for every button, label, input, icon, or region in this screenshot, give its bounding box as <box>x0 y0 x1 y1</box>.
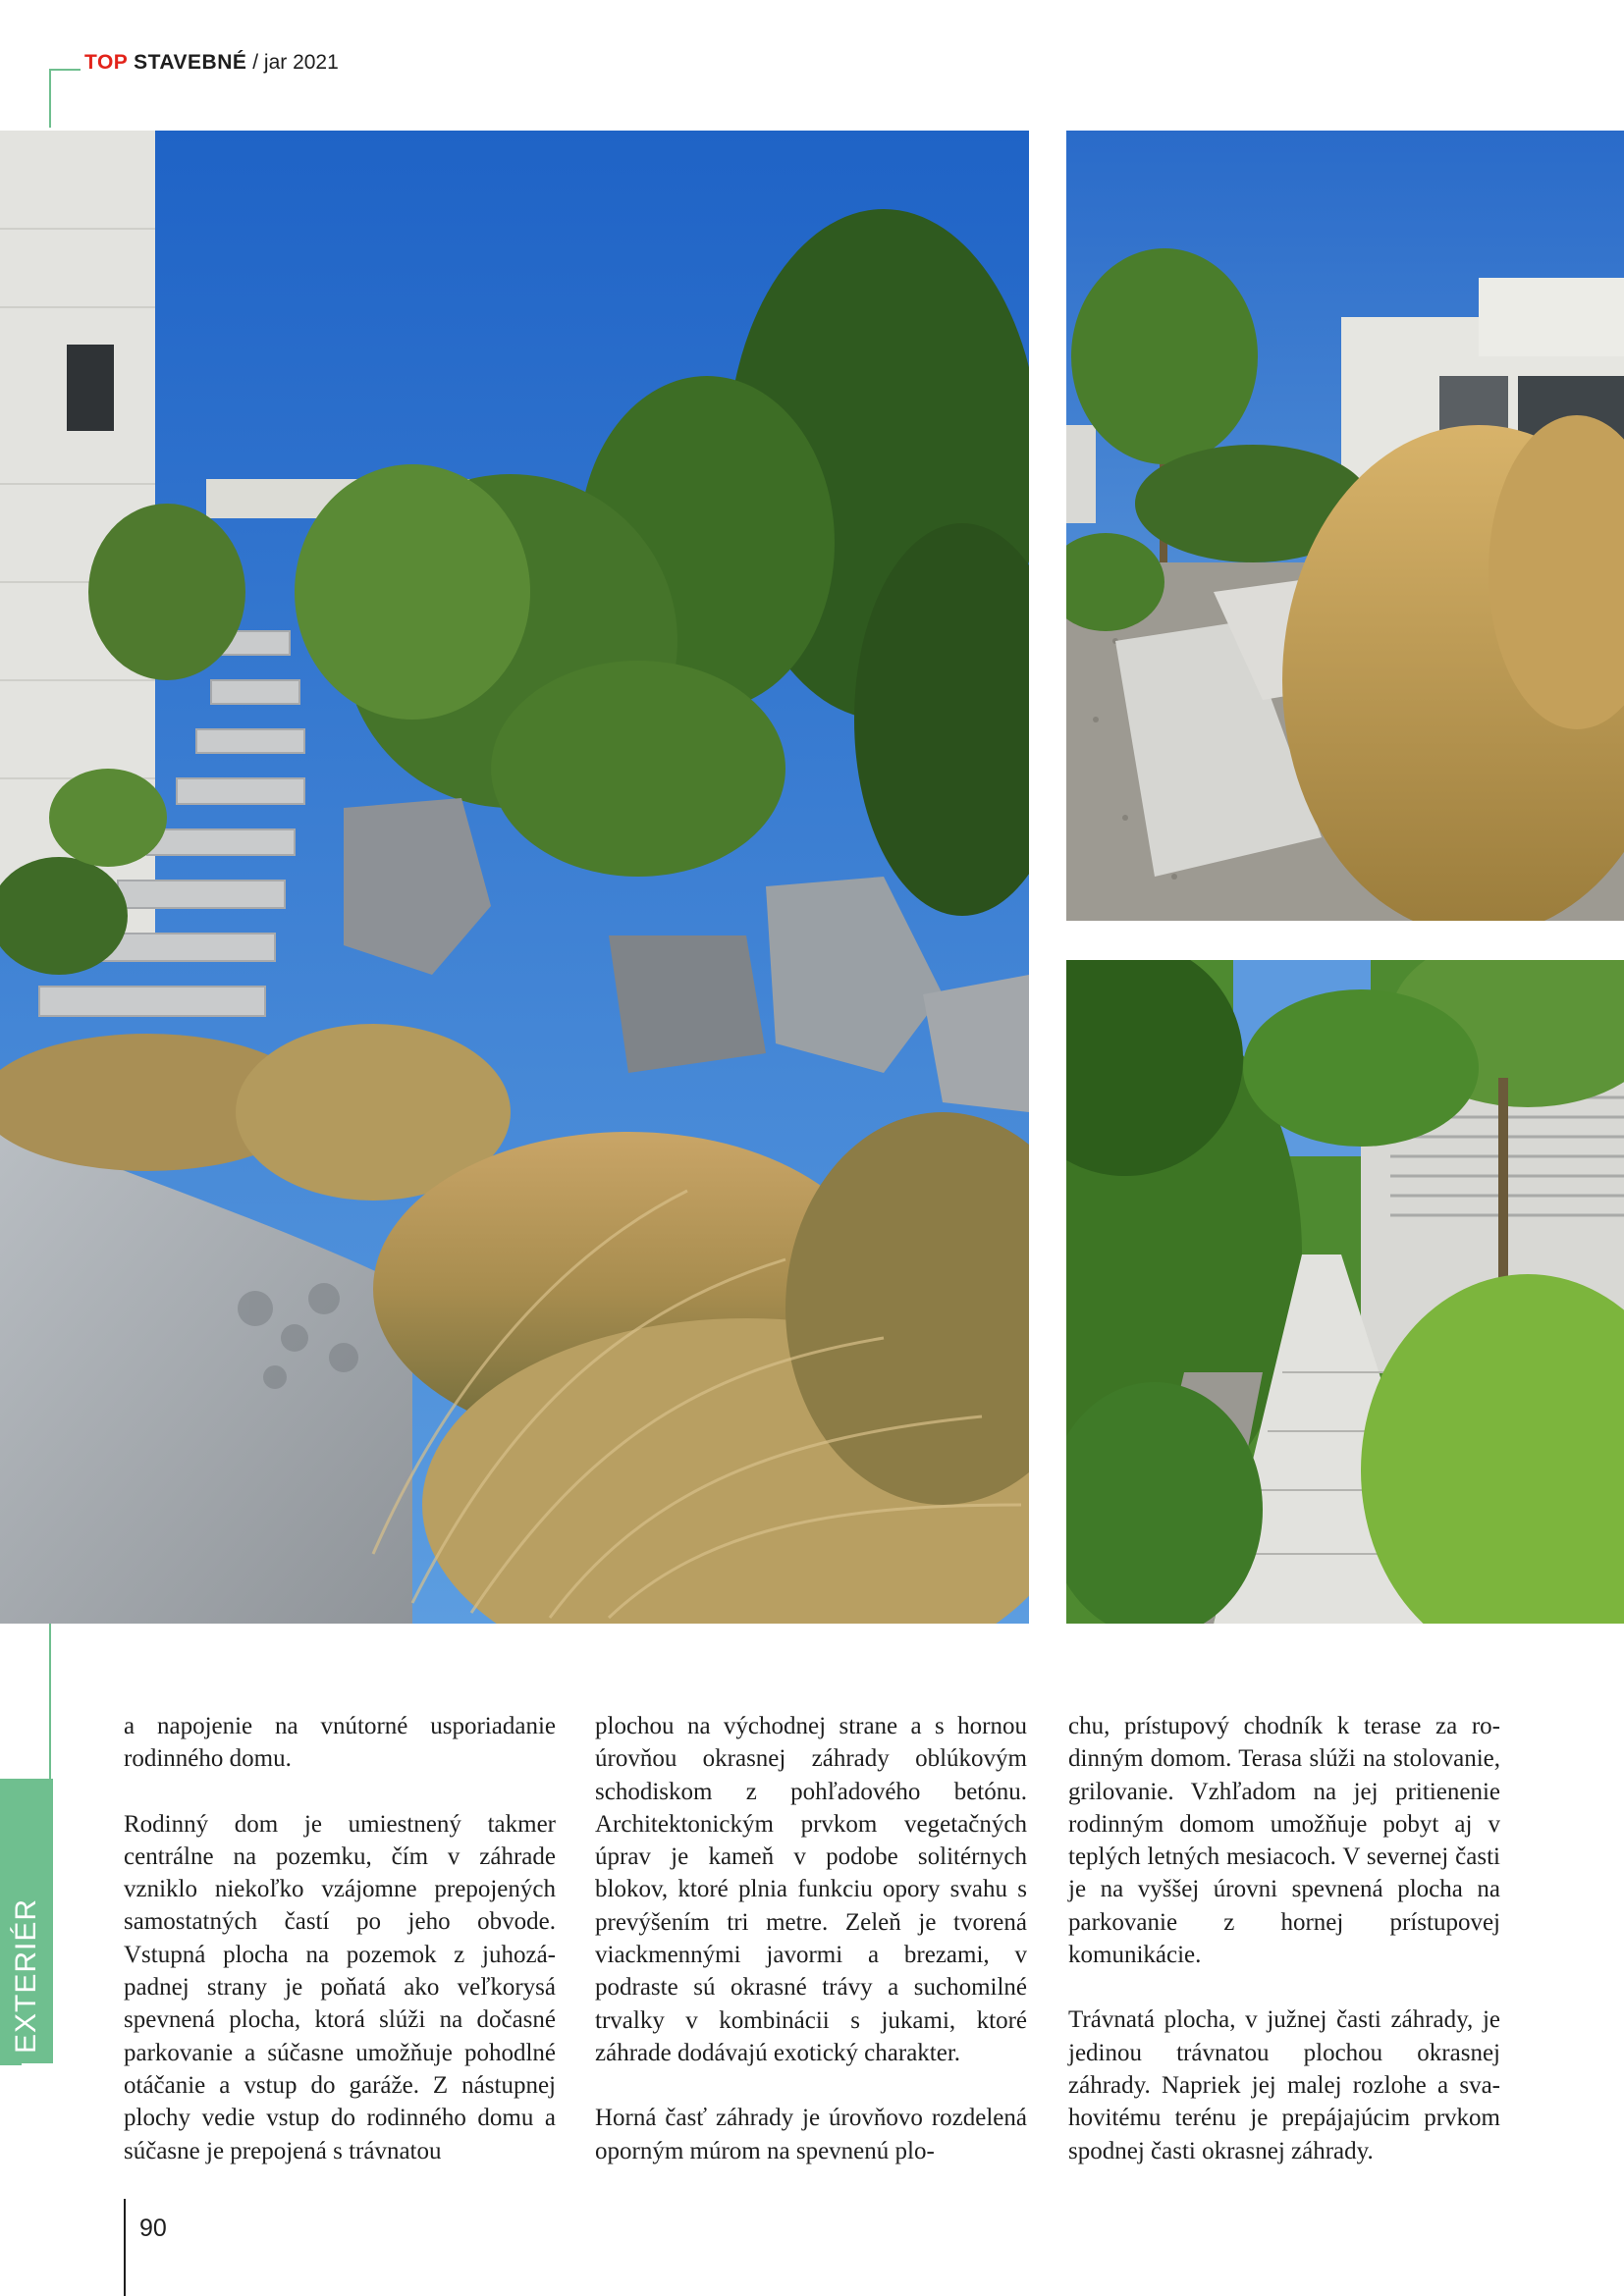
text-column-1 <box>124 1710 556 2200</box>
header-separator: / <box>252 51 259 74</box>
brand-top: TOP <box>84 51 129 74</box>
text-column-2 <box>595 1710 1027 2200</box>
paragraph: a napojenie na vnútorné usporiadanie rodinného domu. <box>124 1713 556 1773</box>
brand-name: STAVEBNÉ <box>134 51 247 74</box>
paragraph: plochou na východnej strane a s hornou úrovňou okrasnej záhrady oblúkovým schodiskom z pohľadového betónu. Architektonickým prvkom vegetačných úprav je kameň v podobe solitérnych blokov, ktoré plnia funkciu opory svahu s prevýšením tri metre. Zeleň je tvorená viackmennými javormi a brezami, v podraste sú okrasné trávy a suchomilné trvalky v kombinácii s jukami, ktoré záhrade dodávajú exotický charakter. <box>595 1713 1027 2066</box>
side-path-photo <box>1066 960 1624 1624</box>
footer-rule <box>124 2199 126 2296</box>
header-rule <box>49 69 81 71</box>
gravel-path-photo <box>1066 131 1624 921</box>
page-number: 90 <box>139 2215 167 2242</box>
section-label: EXTERIÉR <box>10 1897 42 2054</box>
main-garden-photo <box>0 131 1029 1624</box>
paragraph: Horná časť záhrady je úrovňovo rozdelená oporným múrom na spevnenú plo- <box>595 2105 1027 2164</box>
paragraph: chu, prístupový chodník k terase za rodinným domom. Terasa slúži na stolovanie, grilovanie. Vzhľadom na jej pritienenie rodinným domom umožňuje pobyt aj v teplých letných mesiacoch. V severnej časti je na vyššej úrovni spevnená plocha na parkovanie z hornej prístupovej komunikácie. <box>1068 1713 1500 1969</box>
header-rule-vertical <box>49 69 51 128</box>
side-tick <box>0 2063 22 2065</box>
issue-label: jar 2021 <box>263 51 339 74</box>
text-column-3 <box>1068 1710 1500 2200</box>
side-rule <box>49 1624 51 1781</box>
running-header <box>84 51 339 75</box>
paragraph: Trávnatá plocha, v južnej časti záhrady, je jedinou trávnatou plochou okrasnej záhrady. Napriek jej malej rozlohe a svahovitému terénu je prepájajúcim prvkom spodnej časti okrasnej záhrady. <box>1068 2006 1500 2164</box>
paragraph: Rodinný dom je umiestnený takmer centrálne na pozemku, čím v záhrade vzniklo niekoľko vzájomne prepojených samostatných častí po jeho obvode. Vstupná plocha na pozemok z juhozápadnej strany je poňatá ako veľkorysá spevnená plocha, ktorá slúži na dočasné parkovanie a súčasne umožňuje pohodlné otáčanie a vstup do garáže. Z nástupnej plochy vedie vstup do rodinného domu a súčasne je prepojená s trávnatou <box>124 1810 556 2164</box>
